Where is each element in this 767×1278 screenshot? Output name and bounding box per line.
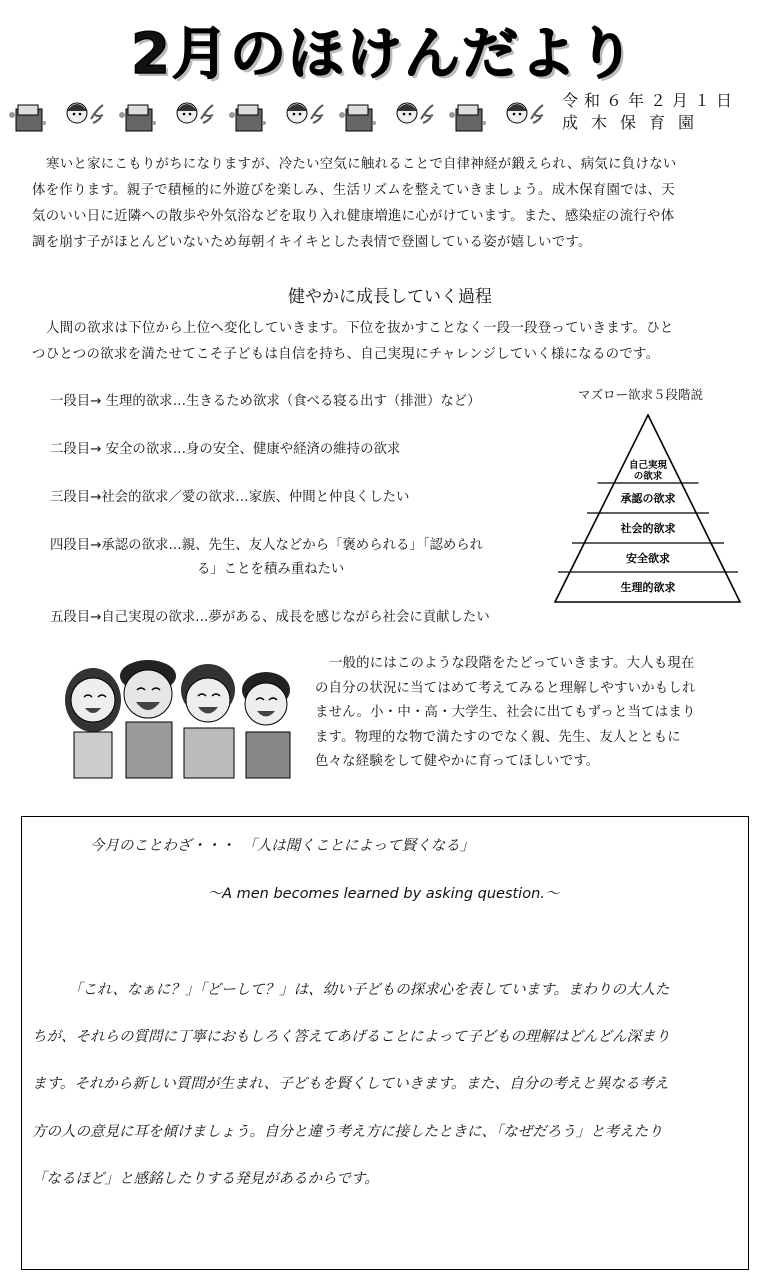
step-2: 二段目→ 安全の欲求…身の安全、健康や経済の維持の欲求 (50, 442, 401, 457)
date-block (562, 90, 738, 134)
child-figure (65, 668, 121, 778)
proverb-label: 今月のことわざ・・・ 「人は聞くことによって賢くなる」 (90, 838, 475, 854)
closing-line: ます。物理的な物で満たすのでなく親、先生、友人とともに (315, 729, 681, 745)
intro-paragraph (32, 152, 737, 256)
step-3: 三段目→社会的欲求／愛の欲求…家族、仲間と仲良くしたい (50, 490, 410, 505)
pyramid-level-self-actualization-2: の欲求 (633, 471, 663, 482)
pyramid-level-physiological: 生理的欲求 (620, 581, 676, 594)
page-title: 2月のほけんだより (131, 22, 636, 87)
maslow-pyramid (552, 412, 744, 606)
closing-line: 色々な経験をして健やかに育ってほしいです。 (315, 754, 600, 769)
child-face-icon (397, 103, 433, 123)
section-intro-line: 人間の欲求は下位から上位へ変化していきます。下位を抜かすことなく一段一段登っていきます。ひと (46, 321, 674, 336)
issue-date: 令和６年２月１日 (562, 91, 739, 110)
section-intro (32, 316, 737, 368)
closing-paragraph (315, 652, 735, 775)
calendar-icon (9, 105, 46, 131)
child-face-icon (507, 103, 543, 123)
closing-line: ません。小・中・高・大学生、社会に出てもずっと当てはまり (315, 705, 696, 720)
proverb-english: ～A men becomes learned by asking question.～ (207, 886, 560, 902)
proverb-line: 方の人の意見に耳を傾けましょう。自分と違う考え方に接したときに、「なぜだろう」と考えたり (32, 1124, 663, 1140)
calendar-icon (339, 105, 376, 131)
child-face-icon (177, 103, 213, 123)
step-4: 四段目→承認の欲求…親、先生、友人などから「褒められる」「認められ (50, 538, 484, 553)
child-face-icon (67, 103, 103, 123)
child-figure (120, 660, 176, 778)
intro-line: 寒いと家にこもりがちになりますが、冷たい空気に触れることで自律神経が鍛えられ、病気に負けない (46, 157, 677, 172)
calendar-icon (449, 105, 486, 131)
section-intro-line: つひとつの欲求を満たせてこそ子どもは自信を持ち、自己実現にチャレンジしていく様になるのです。 (32, 347, 660, 362)
calendar-icon (229, 105, 266, 131)
step-5: 五段目→自己実現の欲求…夢がある、成長を感じながら社会に貢献したい (50, 610, 490, 625)
pyramid-level-safety: 安全欲求 (626, 552, 670, 565)
closing-line: 一般的にはこのような段階をたどっていきます。大人も現在 (329, 656, 695, 671)
pyramid-level-social: 社会的欲求 (620, 522, 676, 535)
section-heading: 健やかに成長していく過程 (288, 287, 492, 307)
child-figure (242, 672, 290, 778)
intro-line: 気のいい日に近隣への散歩や外気浴などを取り入れ健康増進に心がけています。また、感染症の流行や体 (32, 209, 675, 224)
pyramid-level-self-actualization: 自己実現 (628, 460, 668, 471)
closing-line: の自分の状況に当てはめて考えてみると理解しやすいかもしれ (315, 680, 696, 696)
child-face-icon (287, 103, 323, 123)
pyramid-title: マズロー欲求５段階説 (578, 387, 704, 402)
four-children-smiling-illustration (60, 650, 300, 780)
pyramid-level-esteem: 承認の欲求 (620, 492, 676, 505)
proverb-line: ちが、それらの質問に丁寧におもしろく答えてあげることによって子どもの理解はどんどん深まり (32, 1029, 670, 1045)
child-figure (181, 664, 235, 778)
decoration-strip (8, 95, 548, 135)
organization-name: 成木保育園 (562, 113, 708, 132)
calendar-icon (119, 105, 156, 131)
decoration-row (8, 95, 548, 135)
proverb-line: ます。それから新しい質問が生まれ、子どもを賢くしていきます。また、自分の考えと異なる考え (32, 1076, 669, 1092)
proverb-line: 「これ、なぁに？」「どーして？」は、幼い子どもの探求心を表しています。まわりの大人た (68, 982, 670, 998)
proverb-line: 「なるほど」と感銘したりする発見があるからです。 (32, 1171, 379, 1187)
step-1: 一段目→ 生理的欲求…生きるため欲求（食べる寝る出す（排泄）など） (50, 394, 481, 409)
step-4-continued: る」ことを積み重ねたい (197, 562, 345, 577)
intro-line: 体を作ります。親子で積極的に外遊びを楽しみ、生活リズムを整えていきましょう。成木保育園では、天 (32, 183, 675, 198)
intro-line: 調を崩す子がほとんどいないため毎朝イキイキとした表情で登園している姿が嬉しいです。 (32, 235, 592, 250)
pyramid-outline (555, 415, 740, 602)
